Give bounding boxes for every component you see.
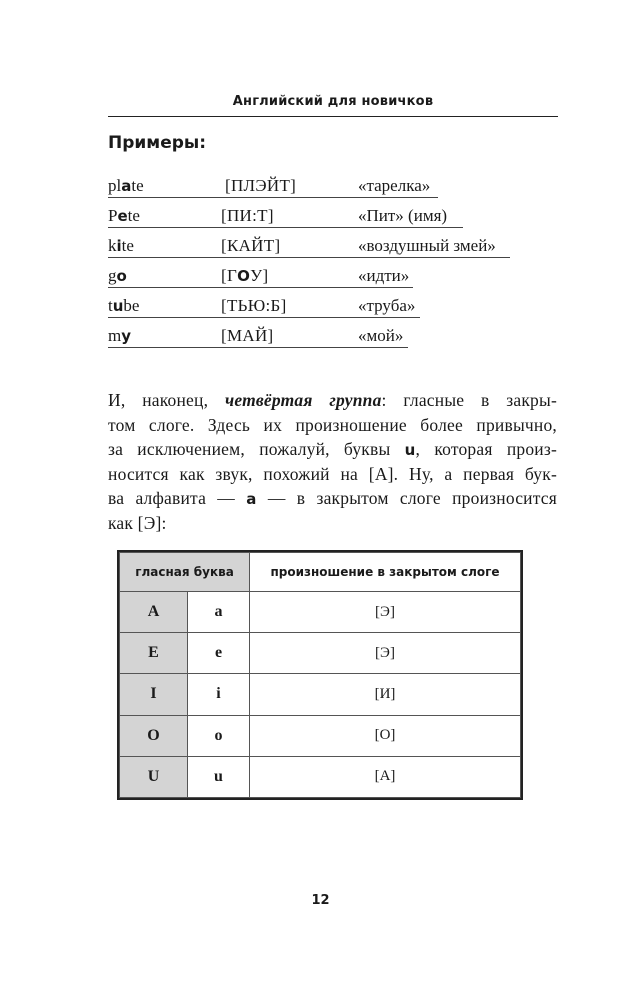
pronunciation: [А] <box>250 756 521 797</box>
pronunciation: [Э] <box>250 633 521 674</box>
example-word: kite <box>108 236 134 255</box>
pronunciation: [О] <box>250 715 521 756</box>
body-paragraph <box>108 388 557 535</box>
running-head: Английский для новичков <box>232 94 434 109</box>
pronunciation: [Э] <box>250 592 521 633</box>
table-row <box>120 592 521 633</box>
paragraph-line: как [Э]: <box>108 512 167 533</box>
vowel-table <box>117 550 523 800</box>
lower-letter: e <box>188 633 250 674</box>
example-transcription: [КАЙТ] <box>221 236 281 255</box>
table-row <box>120 633 521 674</box>
upper-letter: O <box>120 715 188 756</box>
example-underline <box>108 257 510 258</box>
example-meaning: «мой» <box>358 326 404 345</box>
example-transcription: [ГОУ] <box>221 266 269 285</box>
paragraph-line: носится как звук, похожий на [А]. Ну, а первая бук- <box>108 463 557 484</box>
example-word: go <box>108 266 127 285</box>
emphasis-text: четвёртая группа <box>224 390 382 410</box>
lower-letter: u <box>188 756 250 797</box>
example-underline <box>108 287 413 288</box>
page-number: 12 <box>311 893 330 908</box>
letter-u: u <box>404 441 416 459</box>
examples-title: Примеры: <box>108 133 207 153</box>
lower-letter: o <box>188 715 250 756</box>
table-row <box>120 756 521 797</box>
example-transcription: [ТЬЮ:Б] <box>221 296 287 315</box>
lower-letter: i <box>188 674 250 715</box>
example-transcription: [ПИ:Т] <box>221 206 274 225</box>
example-row <box>108 236 510 262</box>
upper-letter: I <box>120 674 188 715</box>
upper-letter: E <box>120 633 188 674</box>
example-meaning: «тарелка» <box>358 176 431 195</box>
example-underline <box>108 347 408 348</box>
header-pronunciation: произношение в закрытом слоге <box>250 553 521 592</box>
paragraph-line: ва алфавита — a — в закрытом слоге произносится <box>108 488 558 508</box>
example-underline <box>108 317 420 318</box>
example-transcription: [МАЙ] <box>221 326 274 345</box>
upper-letter: A <box>120 592 188 633</box>
table-row <box>120 674 521 715</box>
example-underline <box>108 197 438 198</box>
example-word: Pete <box>108 206 140 225</box>
example-underline <box>108 227 463 228</box>
paragraph-line: том слоге. Здесь их произношение более привычно, <box>108 414 557 435</box>
upper-letter: U <box>120 756 188 797</box>
lower-letter: a <box>188 592 250 633</box>
example-meaning: «воздушный змей» <box>358 236 496 255</box>
header-rule <box>108 116 558 117</box>
example-meaning: «Пит» (имя) <box>358 206 448 225</box>
transcription-vowel: О <box>237 267 251 285</box>
example-row <box>108 206 510 232</box>
example-row <box>108 296 510 322</box>
example-row <box>108 266 510 292</box>
paragraph-line: за исключением, пожалуй, буквы u, которая произ- <box>108 439 557 459</box>
example-word: my <box>108 326 132 345</box>
example-meaning: «идти» <box>358 266 410 285</box>
example-word: tube <box>108 296 140 315</box>
example-transcription: [ПЛЭЙТ] <box>225 176 297 195</box>
example-row <box>108 176 510 202</box>
paragraph-line: И, наконец, четвёртая группа: гласные в закры- <box>108 390 557 410</box>
table-row <box>120 715 521 756</box>
pronunciation: [И] <box>250 674 521 715</box>
example-row <box>108 326 510 352</box>
example-word: plate <box>108 176 144 195</box>
example-meaning: «труба» <box>358 296 416 315</box>
header-vowel-letter: гласная буква <box>120 553 250 592</box>
letter-a: a <box>246 490 257 508</box>
